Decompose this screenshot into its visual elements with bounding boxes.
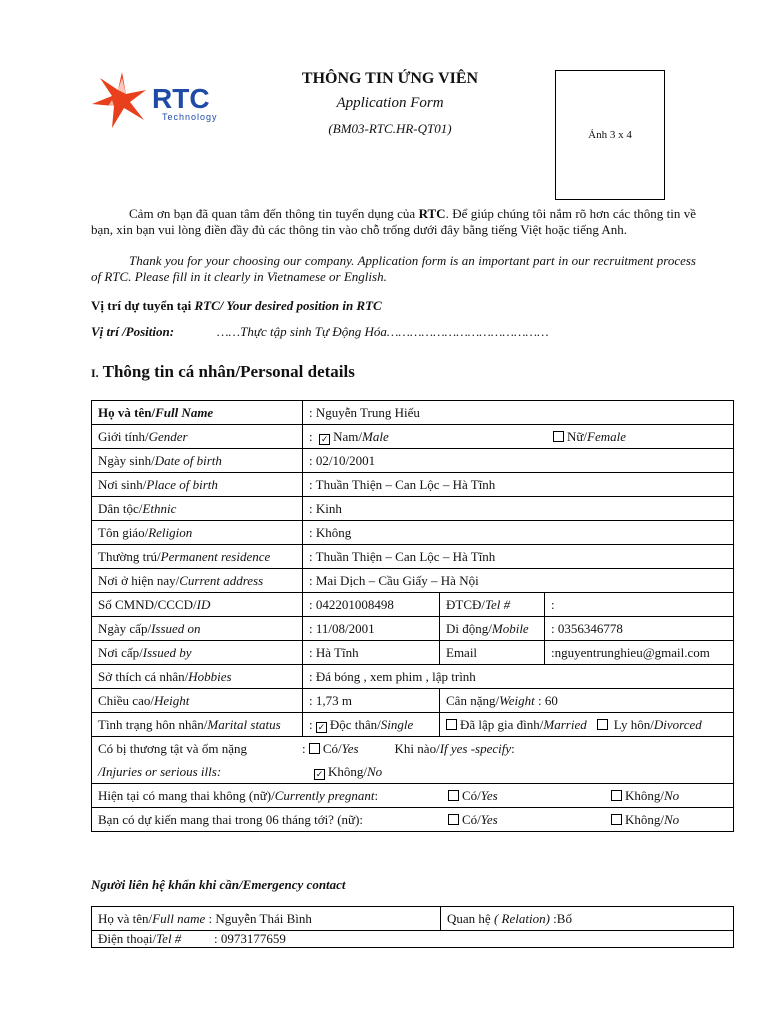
injury-specify[interactable]: Khi nào/If yes -specify: [394,740,515,756]
value-current[interactable]: : Mai Dịch – Cầu Giấy – Hà Nội [303,569,734,593]
table-row [92,737,734,784]
value-mobile[interactable]: : 0356346778 [545,617,734,641]
table-row [92,497,734,521]
position-line [91,324,549,340]
value-email[interactable]: :nguyentrunghieu@gmail.com [545,641,734,665]
position-heading [91,298,382,314]
option-female[interactable]: Nữ/Female [553,429,626,445]
emergency-heading: Người liên hệ khẩn khi cần/Emergency contact [91,877,346,892]
option-injury-no[interactable]: ✓ Không/No [315,763,383,779]
value-tel[interactable]: : [545,593,734,617]
option-divorced[interactable]: Ly hôn/Divorced [597,717,702,732]
weight-cell[interactable]: Cân nặng/Weight : 60 [440,689,734,713]
table-row [92,808,734,832]
marital-options [440,713,734,737]
intro-vi-text-2: . Để giúp chúng tôi nắm rõ hơn các thông tin về bạn, xin bạn vui lòng điền đầy đủ các thông tin vào chỗ trống dưới đây bằng tiếng Việt hoặc tiếng Anh. [91,206,697,237]
value-dob[interactable]: : 02/10/2001 [303,449,734,473]
logo-subtext: Technology [162,112,218,122]
logo-text: RTC [152,83,210,114]
option-pregnant-no[interactable]: Không/No [611,788,679,804]
table-row [92,641,734,665]
section-heading-personal [91,362,355,382]
value-gender [303,425,734,449]
value-religion[interactable]: : Không [303,521,734,545]
table-row [92,784,734,808]
label-id: Số CMND/CCCD/ID [92,593,303,617]
table-row [92,931,734,948]
unchecked-box-icon[interactable] [309,743,320,754]
position-heading-en: RTC/ Your desired position in RTC [194,298,382,313]
label-pob: Nơi sinh/Place of birth [92,473,303,497]
label-issued-by: Nơi cấp/Issued by [92,641,303,665]
intro-brand: RTC [418,206,446,221]
value-full-name[interactable]: : Nguyễn Trung Hiếu [303,401,734,425]
table-row [92,473,734,497]
unchecked-box-icon[interactable] [448,790,459,801]
intro-vi-text: Cảm ơn bạn đã quan tâm đến thông tin tuyển dụng của [129,206,419,221]
checked-box-icon[interactable]: ✓ [317,721,326,732]
unchecked-box-icon[interactable] [611,814,622,825]
option-male[interactable]: : ✓ Nam/Male [309,428,389,444]
label-full-name: Họ và tên/Full Name [92,401,303,425]
rtc-logo [90,70,225,130]
value-height[interactable]: : 1,73 m [303,689,440,713]
position-value[interactable]: ……Thực tập sinh Tự Động Hóa…………………………………… [217,324,549,339]
checked-box-icon[interactable]: ✓ [315,768,324,779]
table-row [92,617,734,641]
option-injury-yes[interactable]: : Có/Yes [302,740,359,756]
option-pregnant-yes[interactable]: Có/Yes [448,788,611,804]
value-id[interactable]: : 042201008498 [303,593,440,617]
table-row [92,665,734,689]
value-issued-by[interactable]: : Hà Tĩnh [303,641,440,665]
label-ethnic: Dân tộc/Ethnic [92,497,303,521]
value-hobbies[interactable]: : Đá bóng , xem phim , lập trình [303,665,734,689]
label-religion: Tôn giáo/Religion [92,521,303,545]
label-current: Nơi ở hiện nay/Current address [92,569,303,593]
unchecked-box-icon[interactable] [597,719,608,730]
form-title: THÔNG TIN ỨNG VIÊN [301,70,479,87]
plan-pregnant-cell [92,808,734,832]
pregnant-cell [92,784,734,808]
label-gender: Giới tính/Gender [92,425,303,449]
option-single[interactable]: : ✓ Độc thân/Single [303,713,440,737]
value-issued-on[interactable]: : 11/08/2001 [303,617,440,641]
table-row [92,545,734,569]
table-row [92,401,734,425]
table-row [92,907,734,931]
label-issued-on: Ngày cấp/Issued on [92,617,303,641]
unchecked-box-icon[interactable] [446,719,457,730]
section-title: Thông tin cá nhân/Personal details [102,362,355,381]
unchecked-box-icon[interactable] [448,814,459,825]
label-injury: Có bị thương tật và ốm nặng [98,740,247,756]
table-row [92,449,734,473]
table-row [92,425,734,449]
table-row [92,689,734,713]
label-tel: ĐTCĐ/Tel # [440,593,545,617]
photo-box [555,70,665,200]
label-marital: Tình trạng hôn nhân/Marital status [92,713,303,737]
table-row [92,521,734,545]
photo-label: Ảnh 3 x 4 [588,129,632,141]
label-dob: Ngày sinh/Date of birth [92,449,303,473]
intro-english: Thank you for your choosing our company. Application form is an important part in our recruitment process of RTC. Please fill in it clearly in Vietnamese or English. [91,253,696,284]
intro-vietnamese [91,206,696,237]
table-row [92,593,734,617]
personal-details-table [91,400,734,832]
value-permanent[interactable]: : Thuần Thiện – Can Lộc – Hà Tĩnh [303,545,734,569]
value-ethnic[interactable]: : Kinh [303,497,734,521]
label-permanent: Thường trú/Permanent residence [92,545,303,569]
option-plan-yes[interactable]: Có/Yes [448,812,611,828]
position-heading-vi: Vị trí dự tuyển tại [91,298,195,313]
checked-box-icon[interactable]: ✓ [320,433,329,444]
table-row [92,713,734,737]
unchecked-box-icon[interactable] [611,790,622,801]
form-code: (BM03-RTC.HR-QT01) [328,121,452,136]
unchecked-box-icon[interactable] [553,431,564,442]
value-pob[interactable]: : Thuần Thiện – Can Lộc – Hà Tĩnh [303,473,734,497]
emergency-tel-cell[interactable]: Điện thoại/Tel # : 0973177659 [92,931,734,948]
injury-cell [92,737,734,784]
rtc-logo-graphic [90,70,225,130]
emergency-contact-table [91,906,734,948]
position-label: Vị trí /Position: [91,324,175,339]
label-pregnant: Hiện tại có mang thai không (nữ)/Currently pregnant: [98,787,379,803]
section-number: I. [91,366,99,380]
label-hobbies: Sở thích cá nhân/Hobbies [92,665,303,689]
emergency-name-cell[interactable]: Họ và tên/Full name : Nguyễn Thái Bình [92,907,441,931]
label-plan-pregnant: Bạn có dự kiến mang thai trong 06 tháng tới? (nữ): [98,811,364,827]
table-row [92,569,734,593]
label-mobile: Di động/Mobile [440,617,545,641]
label-height: Chiều cao/Height [92,689,303,713]
emergency-relation-cell[interactable]: Quan hệ ( Relation) :Bố [441,907,734,931]
option-married[interactable]: Đã lập gia đình/Married [446,717,587,732]
label-injury-en: /Injuries or serious ills: [98,763,222,779]
label-email: Email [440,641,545,665]
option-plan-no[interactable]: Không/No [611,812,679,828]
form-subtitle: Application Form [336,95,444,111]
